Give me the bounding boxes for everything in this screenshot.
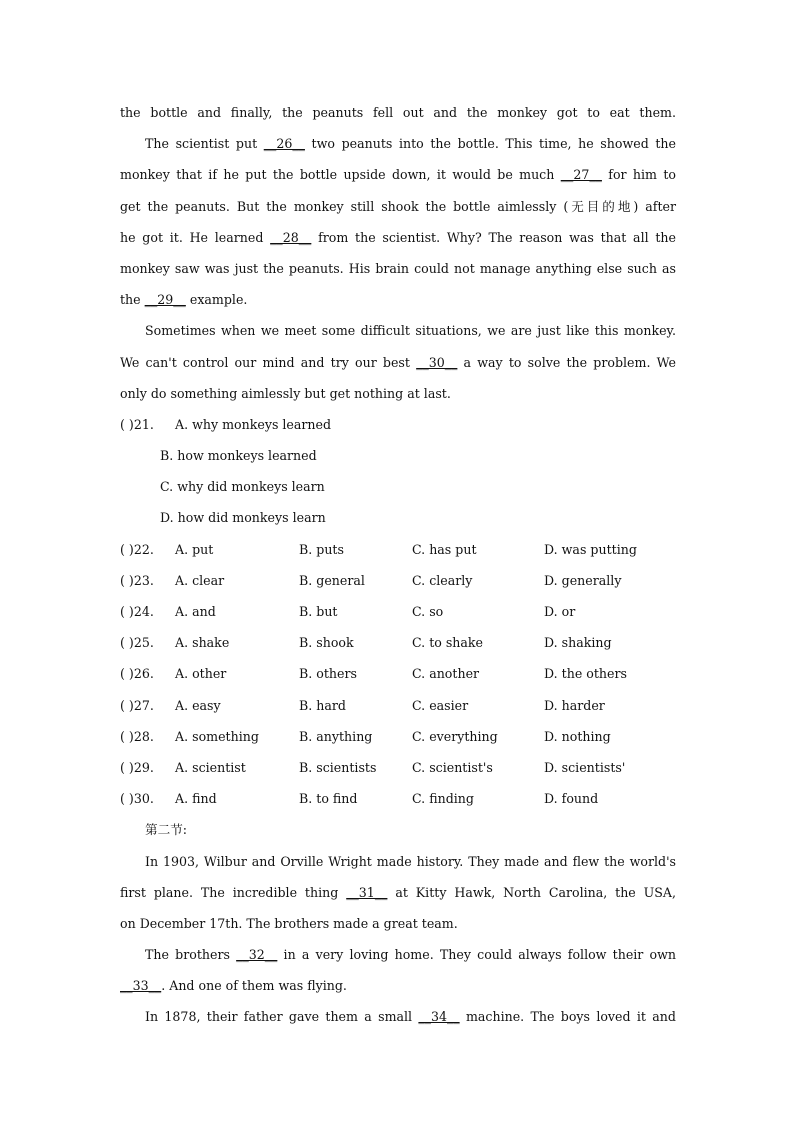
text-run: he got it. He learned — [120, 229, 271, 245]
passage-line — [120, 908, 676, 939]
option-b: B. but — [299, 604, 338, 619]
passage-line — [120, 159, 676, 190]
option-b: B. anything — [299, 728, 373, 744]
option-b: B. hard — [299, 697, 346, 713]
question-row — [120, 596, 676, 627]
question-row — [120, 783, 676, 814]
text-run: in a very loving home. They could always follow their own — [277, 947, 676, 963]
question-number: ( )25. — [120, 635, 154, 651]
blank-31: __31__ — [346, 884, 388, 900]
option-b — [120, 440, 676, 471]
option-b: B. shook — [299, 635, 354, 651]
passage-line — [120, 284, 676, 315]
option-d: D. nothing — [544, 728, 611, 744]
text-run: from the scientist. Why? The reason was that all the — [311, 229, 676, 245]
option-a: A. easy — [175, 697, 221, 713]
text-run: get the peanuts. But the monkey still shook the bottle aimlessly (无目的地) after — [120, 198, 676, 214]
text-run: for him to — [601, 167, 677, 183]
option-d: D. generally — [544, 572, 622, 588]
text-run: monkey saw was just the peanuts. His brain could not manage anything else such as — [120, 260, 676, 276]
section-heading-text: 第二节: — [145, 822, 188, 838]
question-row — [120, 565, 676, 596]
text-run: monkey that if he put the bottle upside down, it would be much — [120, 167, 561, 183]
text-run: only do something aimlessly but get nothing at last. — [120, 385, 451, 401]
option-c: C. so — [412, 604, 444, 619]
passage-line — [120, 128, 676, 159]
blank-34: __34__ — [418, 1009, 460, 1025]
option-a: A. and — [175, 604, 216, 619]
text-run: We can't control our mind and try our best — [120, 354, 417, 370]
text-run: first plane. The incredible thing — [120, 884, 347, 900]
text-run: the bottle and finally, the peanuts fell out and the monkey got to eat them. — [120, 105, 676, 120]
passage-line — [120, 253, 676, 284]
passage-line — [120, 846, 676, 877]
passage-line — [120, 970, 676, 1001]
text-run: The brothers — [145, 947, 237, 963]
option-a: A. put — [175, 541, 214, 557]
option-c: C. another — [412, 666, 480, 682]
text-run: In 1878, their father gave them a small — [145, 1009, 419, 1025]
passage-line — [120, 315, 676, 346]
question-number: ( )29. — [120, 759, 154, 775]
option-c: C. to shake — [412, 635, 484, 651]
option-a: A. why monkeys learned — [175, 416, 332, 432]
text-run: example. — [185, 292, 248, 308]
option-b: B. to find — [299, 791, 358, 807]
option-text: D. how did monkeys learn — [160, 510, 326, 526]
option-c: C. scientist's — [412, 759, 493, 775]
blank-30: __30__ — [416, 354, 458, 370]
option-d: D. shaking — [544, 635, 612, 651]
blank-26: __26__ — [263, 136, 305, 152]
option-d — [120, 502, 676, 533]
text-run: The scientist put — [145, 136, 264, 152]
option-a: A. find — [175, 791, 217, 807]
question-number: ( )27. — [120, 697, 154, 713]
question-row — [120, 627, 676, 658]
question-number: ( )30. — [120, 791, 154, 807]
option-a: A. scientist — [175, 759, 246, 775]
passage-line — [120, 1001, 676, 1032]
question-row — [120, 534, 676, 565]
text-run: Sometimes when we meet some difficult situations, we are just like this monkey. — [145, 323, 676, 339]
option-c: C. finding — [412, 791, 474, 807]
passage-line — [120, 222, 676, 253]
passage-line — [120, 97, 676, 128]
blank-33: __33__ — [120, 978, 162, 994]
option-d: D. scientists' — [544, 759, 626, 775]
option-a: A. shake — [175, 635, 230, 651]
question-number: ( )22. — [120, 541, 154, 557]
text-run: machine. The boys loved it and — [459, 1009, 676, 1025]
section-heading — [120, 814, 676, 845]
option-b: B. puts — [299, 541, 344, 557]
option-d: D. or — [544, 604, 576, 619]
question-row — [120, 721, 676, 752]
option-a: A. other — [175, 666, 227, 682]
question-number: ( )28. — [120, 728, 154, 744]
option-d: D. the others — [544, 666, 627, 682]
option-c: C. easier — [412, 697, 469, 713]
question-row — [120, 658, 676, 689]
option-text: B. how monkeys learned — [160, 448, 317, 464]
text-run: . And one of them was flying. — [161, 978, 347, 994]
passage-line — [120, 877, 676, 908]
text-run: the — [120, 292, 145, 308]
text-run: on December 17th. The brothers made a great team. — [120, 915, 458, 931]
option-d: D. was putting — [544, 541, 637, 557]
option-a: A. clear — [175, 572, 225, 588]
text-run: a way to solve the problem. We — [457, 354, 677, 370]
option-c: C. clearly — [412, 572, 473, 588]
text-run: In 1903, Wilbur and Orville Wright made history. They made and flew the world's — [145, 853, 676, 869]
option-b: B. general — [299, 572, 365, 588]
option-c — [120, 471, 676, 502]
passage-line — [120, 378, 676, 409]
passage-line — [120, 191, 676, 222]
text-run: at Kitty Hawk, North Carolina, the USA, — [387, 884, 676, 900]
question-number: ( )23. — [120, 572, 154, 588]
question-21 — [120, 409, 676, 440]
option-d: D. found — [544, 791, 599, 807]
option-a: A. something — [175, 728, 259, 744]
option-d: D. harder — [544, 697, 605, 713]
option-text: C. why did monkeys learn — [160, 479, 325, 495]
option-b: B. others — [299, 666, 357, 682]
blank-28: __28__ — [270, 229, 312, 245]
question-row — [120, 690, 676, 721]
document-page — [120, 97, 676, 1033]
question-number: ( )26. — [120, 666, 154, 682]
question-number: ( )21. — [120, 416, 154, 432]
passage-line — [120, 939, 676, 970]
option-c: C. everything — [412, 728, 498, 744]
option-b: B. scientists — [299, 759, 377, 775]
option-c: C. has put — [412, 541, 477, 557]
passage-line — [120, 347, 676, 378]
question-number: ( )24. — [120, 604, 154, 619]
blank-32: __32__ — [236, 947, 278, 963]
blank-29: __29__ — [144, 292, 186, 308]
text-run: two peanuts into the bottle. This time, he showed the — [304, 136, 676, 152]
question-row — [120, 752, 676, 783]
blank-27: __27__ — [560, 167, 602, 183]
